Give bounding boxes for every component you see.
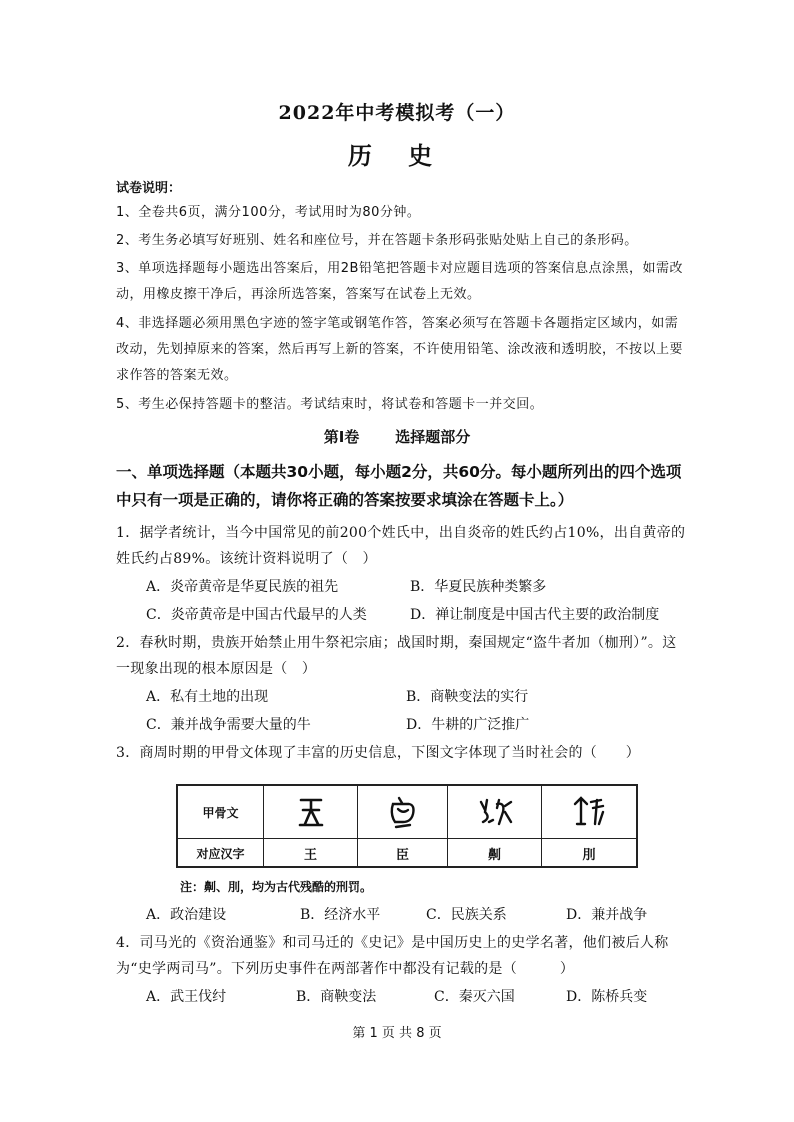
oracle-cell <box>264 786 358 838</box>
oracle-cell <box>448 786 542 838</box>
oracle-cell <box>358 786 448 838</box>
section-volume: 第Ⅰ卷 <box>323 428 360 446</box>
oracle-cell <box>542 786 636 838</box>
oracle-glyph-yi-icon <box>475 794 515 830</box>
oracle-row-label <box>178 838 264 868</box>
question-1-option-b: B．华夏民族种类繁多 <box>410 579 547 595</box>
instruction-item: 2、考生务必填写好班别、姓名和座位号，并在答题卡条形码张贴处贴上自己的条形码。 <box>116 233 638 248</box>
question-stem-2: 2．春秋时期，贵族开始禁止用牛祭祀宗庙；战国时期，秦国规定“盗牛者加（枷刑）”。这一现象出现的根本原因是（ ） <box>116 635 677 677</box>
instruction-item: 3、单项选择题每小题选出答案后，用2B铅笔把答题卡对应题目选项的答案信息点涂黑，如需改动，用橡皮擦干净后，再涂所选答案，答案写在试卷上无效。 <box>116 261 683 302</box>
instructions-heading: 试卷说明： <box>116 181 182 196</box>
oracle-glyph-wang-icon <box>291 794 331 830</box>
oracle-cell <box>264 838 358 868</box>
question-4-option-a: A．武王伐纣 <box>146 989 227 1005</box>
oracle-cell <box>542 838 636 868</box>
oracle-bone-table <box>176 784 638 868</box>
question-1-option-d: D．禅让制度是中国古代主要的政治制度 <box>410 607 660 623</box>
exam-title: 2022年中考模拟考（一） <box>278 102 516 124</box>
section-title <box>0 426 794 447</box>
instruction-item: 4、非选择题必须用黑色字迹的签字笔或钢笔作答，答案必须写在答题卡各题指定区域内，如需改动，先划掉原来的答案，然后再写上新的答案，不许使用铅笔、涂改液和透明胶，不按以上要求作答的答案无效。 <box>116 316 684 383</box>
question-stem-4: 4．司马光的《资治通鉴》和司马迁的《史记》是中国历史上的史学名著，他们被后人称为“史学两司马”。下列历史事件在两部著作中都没有记载的是（ ） <box>116 935 669 977</box>
oracle-cell <box>448 838 542 868</box>
oracle-char: 臣 <box>395 847 409 863</box>
question-3-option-a: A．政治建设 <box>146 907 227 923</box>
oracle-glyph-yue-icon <box>569 794 609 830</box>
oracle-row <box>178 838 636 868</box>
instruction-item: 1、全卷共6页，满分100分，考试用时为80分钟。 <box>116 205 421 220</box>
question-4-option-d: D．陈桥兵变 <box>566 989 648 1005</box>
oracle-char: 劓 <box>487 847 501 863</box>
oracle-row <box>178 786 636 839</box>
question-2-option-c: C．兼并战争需要大量的牛 <box>146 717 311 733</box>
page-footer: 第 1 页 共 8 页 <box>352 1026 442 1041</box>
oracle-row-label <box>178 786 264 838</box>
subject-title: 历 史 <box>347 141 447 170</box>
oracle-char: 刖 <box>582 847 596 863</box>
oracle-glyph-chen-icon <box>383 794 423 830</box>
question-1-option-c: C．炎帝黄帝是中国古代最早的人类 <box>146 607 367 623</box>
instruction-item: 5、考生必保持答题卡的整洁。考试结束时，将试卷和答题卡一并交回。 <box>116 397 544 412</box>
question-4-option-b: B．商鞅变法 <box>296 989 377 1005</box>
question-stem-1: 1．据学者统计，当今中国常见的前200个姓氏中，出自炎帝的姓氏约占10%，出自黄帝的姓氏约占89%。该统计资料说明了（ ） <box>116 525 686 567</box>
part-one-heading: 一、单项选择题（本题共30小题，每小题2分，共60分。每小题所列出的四个选项中只有一项是正确的，请你将正确的答案按要求填涂在答题卡上。） <box>116 463 682 509</box>
question-2-option-a: A．私有土地的出现 <box>146 689 269 705</box>
question-1-option-a: A．炎帝黄帝是华夏民族的祖先 <box>146 579 339 595</box>
question-2-option-d: D．牛耕的广泛推广 <box>406 717 530 733</box>
oracle-cell <box>358 838 448 868</box>
question-3-option-b: B．经济水平 <box>300 907 381 923</box>
question-3-option-d: D．兼并战争 <box>566 907 648 923</box>
question-stem-3: 3．商周时期的甲骨文体现了丰富的历史信息，下图文字体现了当时社会的（ ） <box>116 745 641 761</box>
oracle-label-text: 甲骨文 <box>202 805 239 820</box>
question-4-option-c: C．秦灭六国 <box>434 989 515 1005</box>
section-name: 选择题部分 <box>395 428 471 446</box>
oracle-char: 王 <box>303 847 317 863</box>
oracle-label-text: 对应汉字 <box>196 846 245 861</box>
table-footnote: 注：劓、刖，均为古代残酷的刑罚。 <box>180 880 373 894</box>
question-3-option-c: C．民族关系 <box>426 907 507 923</box>
question-2-option-b: B．商鞅变法的实行 <box>406 689 529 705</box>
